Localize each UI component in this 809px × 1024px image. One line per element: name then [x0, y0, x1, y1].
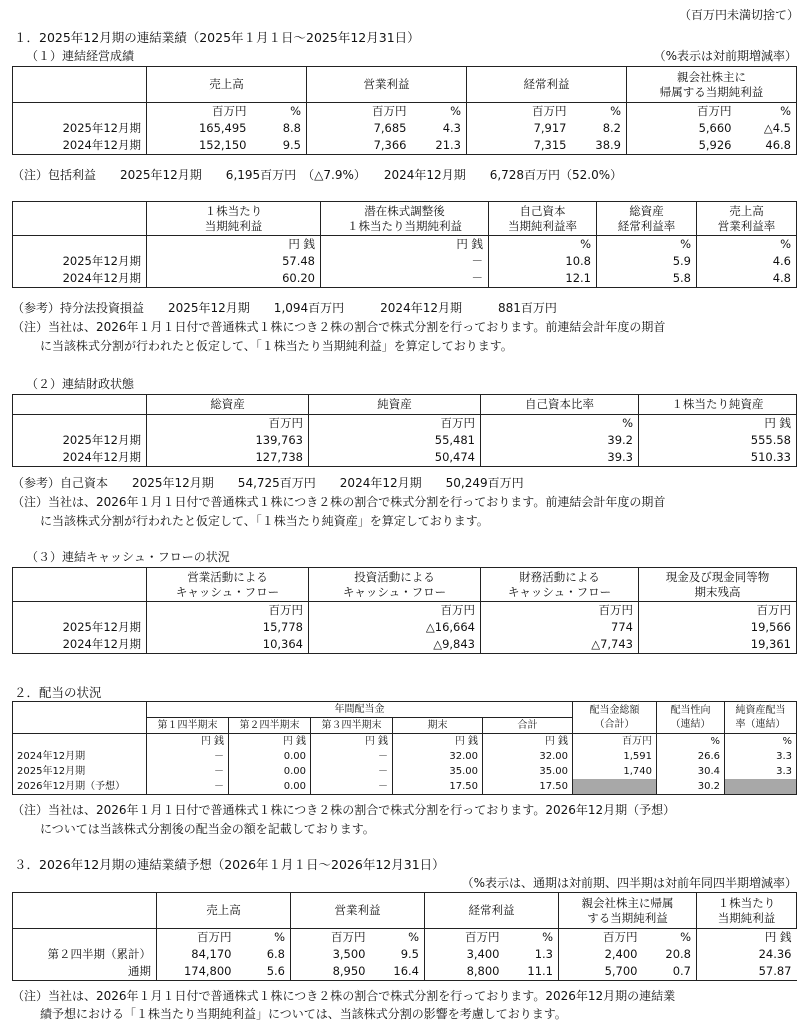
row-label: 通期 — [13, 963, 157, 981]
value-cell: 0.00 — [229, 779, 311, 795]
table-row — [13, 449, 797, 467]
table-row — [13, 270, 797, 288]
value-cell: 20.8 — [643, 946, 697, 963]
equity-note: （参考）自己資本 2025年12月期 54,725百万円 2024年12月期 50,249百万円 — [12, 476, 524, 490]
unit-cell: 百万円 — [425, 929, 505, 947]
header-operating-margin: 売上高 営業利益率 — [697, 202, 797, 236]
header-dividend-on-equity: 純資産配当 率（連結） — [725, 702, 797, 734]
table-row — [13, 749, 797, 764]
corner-cell — [13, 202, 147, 236]
header-cash-balance: 現金及び現金同等物 期末残高 — [639, 568, 797, 602]
percent-note: （%表示は対前期増減率） — [653, 49, 797, 63]
value-cell: △4.5 — [737, 120, 797, 137]
unit-cell: 百万円 — [307, 103, 412, 121]
value-cell: 32.00 — [393, 749, 483, 764]
unit-cell: % — [371, 929, 425, 947]
section-3-title: ３．2026年12月期の連結業績予想（2026年１月１日～2026年12月31日） — [14, 857, 445, 872]
unit-cell: 円 銭 — [483, 734, 573, 750]
corner-cell — [13, 893, 157, 929]
forecast-note-a: （注）当社は、2026年１月１日付で普通株式１株につき２株の割合で株式分割を行っております。2026年12月期の連結業 — [12, 989, 676, 1003]
value-cell: 555.58 — [639, 432, 797, 449]
row-label: 2026年12月期（予想） — [13, 779, 147, 795]
value-cell: 8,950 — [291, 963, 371, 981]
unit-cell: 百万円 — [147, 602, 309, 620]
unit-cell: 円 銭 — [147, 236, 321, 254]
header-q1-end: 第１四半期末 — [147, 718, 229, 734]
dividend-note-b: については当該株式分割後の配当金の額を記載しております。 — [40, 822, 375, 836]
header-diluted-eps: 潜在株式調整後 １株当たり当期純利益 — [321, 202, 489, 236]
header-q2-end: 第２四半期末 — [229, 718, 311, 734]
stock-split-note-1b: に当該株式分割が行われたと仮定して、「１株当たり当期純利益」を算定しております。 — [40, 339, 513, 353]
stock-split-note-2a: （注）当社は、2026年１月１日付で普通株式１株につき２株の割合で株式分割を行っております。前連結会計年度の期首 — [12, 495, 666, 509]
header-operating-profit: 営業利益 — [307, 67, 467, 103]
value-cell: 5.8 — [597, 270, 697, 288]
header-net-income: 親会社株主に帰属 する当期純利益 — [559, 893, 697, 929]
value-cell: 30.2 — [657, 779, 725, 795]
value-cell: 30.4 — [657, 764, 725, 779]
dividend-note-a: （注）当社は、2026年１月１日付で普通株式１株につき２株の割合で株式分割を行っております。2026年12月期（予想） — [12, 803, 676, 817]
unit-cell: 百万円 — [573, 734, 657, 750]
unit-cell: % — [697, 236, 797, 254]
value-cell: 8.2 — [572, 120, 627, 137]
operating-results-table — [12, 66, 797, 155]
row-label: 2024年12月期 — [13, 749, 147, 764]
unit-row-label — [13, 103, 147, 121]
value-cell: 35.00 — [393, 764, 483, 779]
value-cell: 165,495 — [147, 120, 252, 137]
unit-row-label — [13, 415, 147, 433]
unit-cell: 円 銭 — [321, 236, 489, 254]
row-label: 2025年12月期 — [13, 432, 147, 449]
value-cell: 11.1 — [505, 963, 559, 981]
table-row — [13, 636, 797, 654]
value-cell: － — [321, 253, 489, 270]
row-label: 2025年12月期 — [13, 619, 147, 636]
value-cell: 38.9 — [572, 137, 627, 155]
header-eps: １株当たり 当期純利益 — [147, 202, 321, 236]
corner-cell — [13, 568, 147, 602]
value-cell: 32.00 — [483, 749, 573, 764]
table-row — [13, 432, 797, 449]
unit-cell: 百万円 — [309, 415, 481, 433]
header-payout-ratio: 配当性向 （連結） — [657, 702, 725, 734]
value-cell: 4.6 — [697, 253, 797, 270]
unit-cell: % — [572, 103, 627, 121]
value-cell: － — [311, 749, 393, 764]
value-cell: 7,685 — [307, 120, 412, 137]
dividend-table — [12, 701, 797, 795]
value-cell: △7,743 — [481, 636, 639, 654]
value-cell — [573, 779, 657, 795]
value-cell: 7,366 — [307, 137, 412, 155]
unit-cell: 百万円 — [481, 602, 639, 620]
value-cell: 5,660 — [627, 120, 737, 137]
value-cell: 19,566 — [639, 619, 797, 636]
value-cell: 8,800 — [425, 963, 505, 981]
value-cell: 15,778 — [147, 619, 309, 636]
value-cell: 57.48 — [147, 253, 321, 270]
row-label: 2024年12月期 — [13, 137, 147, 155]
unit-row-label — [13, 734, 147, 750]
header-year-end: 期末 — [393, 718, 483, 734]
value-cell: 0.00 — [229, 749, 311, 764]
value-cell: 774 — [481, 619, 639, 636]
value-cell: 21.3 — [412, 137, 467, 155]
table-row — [13, 764, 797, 779]
unit-cell: % — [505, 929, 559, 947]
header-total-assets: 総資産 — [147, 395, 309, 415]
value-cell: 39.2 — [481, 432, 639, 449]
unit-row-label — [13, 929, 157, 947]
header-eps: １株当たり 当期純利益 — [697, 893, 797, 929]
value-cell: 3,500 — [291, 946, 371, 963]
unit-cell: 円 銭 — [229, 734, 311, 750]
cash-flow-table — [12, 567, 797, 654]
unit-cell: 百万円 — [639, 602, 797, 620]
corner-cell — [13, 395, 147, 415]
value-cell: 1,740 — [573, 764, 657, 779]
value-cell: － — [147, 749, 229, 764]
value-cell: 5.6 — [237, 963, 291, 981]
per-share-table — [12, 201, 797, 288]
corner-cell — [13, 702, 147, 734]
value-cell: 24.36 — [697, 946, 797, 963]
unit-note: （百万円未満切捨て） — [678, 8, 799, 22]
stock-split-note-1a: （注）当社は、2026年１月１日付で普通株式１株につき２株の割合で株式分割を行っております。前連結会計年度の期首 — [12, 320, 666, 334]
corner-cell — [13, 67, 147, 103]
value-cell: △16,664 — [309, 619, 481, 636]
header-operating-cf: 営業活動による キャッシュ・フロー — [147, 568, 309, 602]
table-row — [13, 619, 797, 636]
header-sales: 売上高 — [157, 893, 291, 929]
forecast-percent-note: （%表示は、通期は対前期、四半期は対前年同四半期増減率） — [461, 876, 797, 890]
value-cell: 5.9 — [597, 253, 697, 270]
unit-cell: % — [597, 236, 697, 254]
value-cell: 8.8 — [252, 120, 307, 137]
value-cell: 57.87 — [697, 963, 797, 981]
value-cell: 10.8 — [489, 253, 597, 270]
table-row — [13, 253, 797, 270]
value-cell: 60.20 — [147, 270, 321, 288]
value-cell: 7,917 — [467, 120, 572, 137]
value-cell: 0.7 — [643, 963, 697, 981]
value-cell: 1,591 — [573, 749, 657, 764]
header-annual-dividend: 年間配当金 — [147, 702, 573, 718]
value-cell: △9,843 — [309, 636, 481, 654]
header-operating-profit: 営業利益 — [291, 893, 425, 929]
value-cell: 139,763 — [147, 432, 309, 449]
value-cell: 9.5 — [252, 137, 307, 155]
value-cell: 26.6 — [657, 749, 725, 764]
row-label: 2024年12月期 — [13, 449, 147, 467]
unit-cell: 百万円 — [157, 929, 237, 947]
unit-cell: 百万円 — [309, 602, 481, 620]
value-cell: 35.00 — [483, 764, 573, 779]
unit-cell: 百万円 — [291, 929, 371, 947]
subsection-2-title: （２）連結財政状態 — [26, 377, 135, 391]
unit-row-label — [13, 602, 147, 620]
unit-cell: 百万円 — [559, 929, 643, 947]
unit-cell: % — [252, 103, 307, 121]
header-ordinary-profit: 経常利益 — [467, 67, 627, 103]
value-cell: 10,364 — [147, 636, 309, 654]
header-roe: 自己資本 当期純利益率 — [489, 202, 597, 236]
unit-cell: 百万円 — [147, 415, 309, 433]
value-cell — [725, 779, 797, 795]
value-cell: 17.50 — [393, 779, 483, 795]
value-cell: 39.3 — [481, 449, 639, 467]
value-cell: 510.33 — [639, 449, 797, 467]
header-bps: １株当たり純資産 — [639, 395, 797, 415]
table-row — [13, 946, 797, 963]
unit-cell: % — [657, 734, 725, 750]
table-row — [13, 779, 797, 795]
unit-cell: 百万円 — [147, 103, 252, 121]
subsection-3-title: （３）連結キャッシュ・フローの状況 — [26, 550, 230, 564]
unit-cell: 円 銭 — [147, 734, 229, 750]
table-row — [13, 137, 797, 155]
unit-cell: % — [737, 103, 797, 121]
row-label: 2025年12月期 — [13, 764, 147, 779]
row-label: 第２四半期（累計） — [13, 946, 157, 963]
unit-cell: 円 銭 — [311, 734, 393, 750]
section-1-title: １．2025年12月期の連結業績（2025年１月１日～2025年12月31日） — [14, 30, 420, 45]
value-cell: 16.4 — [371, 963, 425, 981]
value-cell: － — [311, 764, 393, 779]
header-total: 合計 — [483, 718, 573, 734]
value-cell: － — [147, 779, 229, 795]
header-investing-cf: 投資活動による キャッシュ・フロー — [309, 568, 481, 602]
row-label: 2024年12月期 — [13, 270, 147, 288]
financial-position-table — [12, 394, 797, 467]
comprehensive-income-note: （注）包括利益 2025年12月期 6,195百万円 （△7.9%） 2024年12月期 6,728百万円（52.0%） — [12, 168, 623, 182]
value-cell: 152,150 — [147, 137, 252, 155]
row-label: 2025年12月期 — [13, 120, 147, 137]
row-label: 2025年12月期 — [13, 253, 147, 270]
header-financing-cf: 財務活動による キャッシュ・フロー — [481, 568, 639, 602]
unit-cell: 円 銭 — [393, 734, 483, 750]
value-cell: 1.3 — [505, 946, 559, 963]
unit-row-label — [13, 236, 147, 254]
header-sales: 売上高 — [147, 67, 307, 103]
section-2-title: ２．配当の状況 — [14, 685, 102, 700]
value-cell: 2,400 — [559, 946, 643, 963]
subsection-1-title: （１）連結経営成績 — [26, 49, 135, 63]
value-cell: 6.8 — [237, 946, 291, 963]
stock-split-note-2b: に当該株式分割が行われたと仮定して、「１株当たり純資産」を算定しております。 — [40, 514, 489, 528]
value-cell: 3.3 — [725, 749, 797, 764]
unit-cell: % — [643, 929, 697, 947]
unit-cell: 円 銭 — [639, 415, 797, 433]
row-label: 2024年12月期 — [13, 636, 147, 654]
table-row — [13, 120, 797, 137]
forecast-table — [12, 892, 797, 981]
forecast-note-b: 績予想における「１株当たり当期純利益」については、当該株式分割の影響を考慮しております。 — [40, 1007, 567, 1021]
value-cell: 5,700 — [559, 963, 643, 981]
value-cell: 7,315 — [467, 137, 572, 155]
value-cell: 12.1 — [489, 270, 597, 288]
header-dividend-total: 配当金総額 （合計） — [573, 702, 657, 734]
value-cell: 46.8 — [737, 137, 797, 155]
value-cell: 55,481 — [309, 432, 481, 449]
value-cell: 9.5 — [371, 946, 425, 963]
value-cell: 17.50 — [483, 779, 573, 795]
header-roa: 総資産 経常利益率 — [597, 202, 697, 236]
value-cell: － — [147, 764, 229, 779]
value-cell: 3.3 — [725, 764, 797, 779]
header-q3-end: 第３四半期末 — [311, 718, 393, 734]
value-cell: 19,361 — [639, 636, 797, 654]
unit-cell: % — [237, 929, 291, 947]
equity-method-note: （参考）持分法投資損益 2025年12月期 1,094百万円 2024年12月期 881百万円 — [12, 301, 557, 315]
unit-cell: % — [489, 236, 597, 254]
unit-cell: % — [725, 734, 797, 750]
header-equity-ratio: 自己資本比率 — [481, 395, 639, 415]
table-row — [13, 963, 797, 981]
value-cell: 127,738 — [147, 449, 309, 467]
unit-cell: % — [412, 103, 467, 121]
header-net-assets: 純資産 — [309, 395, 481, 415]
unit-cell: 円 銭 — [697, 929, 797, 947]
value-cell: 5,926 — [627, 137, 737, 155]
unit-cell: 百万円 — [627, 103, 737, 121]
value-cell: － — [311, 779, 393, 795]
value-cell: 3,400 — [425, 946, 505, 963]
value-cell: － — [321, 270, 489, 288]
value-cell: 4.3 — [412, 120, 467, 137]
value-cell: 174,800 — [157, 963, 237, 981]
header-net-income: 親会社株主に 帰属する当期純利益 — [627, 67, 797, 103]
unit-cell: % — [481, 415, 639, 433]
header-ordinary-profit: 経常利益 — [425, 893, 559, 929]
value-cell: 4.8 — [697, 270, 797, 288]
unit-cell: 百万円 — [467, 103, 572, 121]
value-cell: 0.00 — [229, 764, 311, 779]
value-cell: 50,474 — [309, 449, 481, 467]
value-cell: 84,170 — [157, 946, 237, 963]
